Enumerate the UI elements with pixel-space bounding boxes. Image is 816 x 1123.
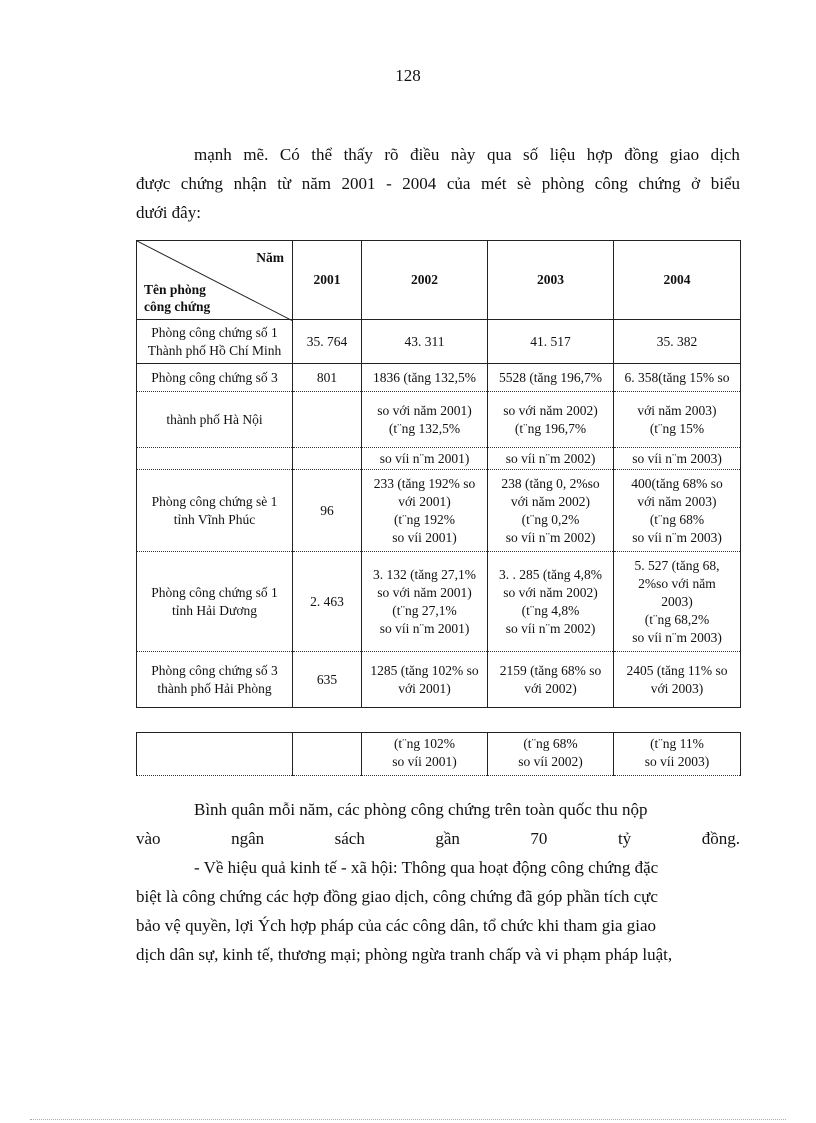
office-name-line: Phòng công chứng số 3 (151, 662, 278, 678)
intro-line-1-word: điều (410, 145, 440, 164)
intro-line-2 (136, 169, 740, 198)
value-2001-cell: 35. 764 (293, 320, 362, 364)
value-line: 5528 (tăng 196,7% (498, 369, 603, 385)
value-line: 2%so với năm (638, 575, 716, 591)
value-line: với năm 2003) (637, 402, 717, 418)
office-name-line: Phòng công chứng số 1 (151, 584, 278, 600)
intro-line-1-word: hợp (586, 145, 613, 164)
value-line: so víi 2001) (392, 529, 457, 545)
value-line: (t¨ng 27,1% (392, 602, 457, 618)
office-name-line: tỉnh Vĩnh Phúc (173, 511, 256, 527)
intro-line-1-word: thấy (343, 145, 373, 164)
office-name-line: thành phố Hà Nội (166, 411, 263, 427)
value-line: so với năm 2001) (377, 402, 472, 418)
intro-line-1-word: thể (311, 145, 333, 164)
after-line-2-word: tỷ (617, 829, 632, 848)
intro-line-1-word: liệu (549, 145, 576, 164)
value-line: 35. 382 (656, 333, 698, 349)
value-2003-cell (488, 392, 614, 448)
intro-line-1 (136, 140, 740, 169)
intro-line-2-text: được chứng nhận từ năm 2001 - 2004 của mét sè phòng công chứng ở biểu (136, 174, 740, 193)
intro-line-1-word: dịch (710, 145, 740, 164)
office-name-cell (137, 448, 293, 470)
value-2004-cell (614, 320, 741, 364)
value-2004-cell (614, 448, 741, 470)
notary-contracts-table (136, 240, 741, 708)
value-line: 400(tăng 68% so (631, 475, 723, 491)
office-name-cell (137, 552, 293, 652)
value-line: (t¨ng 132,5% (388, 420, 461, 436)
value-line: 238 (tăng 0, 2%so (501, 475, 600, 491)
value-2001-cell (293, 392, 362, 448)
intro-paragraph (136, 140, 740, 227)
value-line: (t¨ng 4,8% (521, 602, 580, 618)
after-line-6: dịch dân sự, kinh tế, thương mại; phòng ngừa tranh chấp và vi phạm pháp luật, (136, 945, 673, 964)
office-name-cell (137, 652, 293, 708)
value-2001-cell: 635 (293, 652, 362, 708)
year-header-label: Năm (256, 250, 284, 265)
value-line: 1285 (tăng 102% so (370, 662, 479, 678)
office-name-line: Thành phố Hồ Chí Minh (147, 342, 282, 358)
office-name-line: Phòng công chứng số 3 (151, 369, 278, 385)
value-line: 2405 (tăng 11% so (626, 662, 728, 678)
intro-line-3: dưới đây: (136, 203, 201, 222)
value-2004-cell (614, 364, 741, 392)
after-line-1: Bình quân mỗi năm, các phòng công chứng trên toàn quốc thu nộp (194, 800, 648, 819)
value-2002-cell (362, 448, 488, 470)
cont-2002-line-2: so víi 2001) (392, 754, 457, 769)
after-line-5: bảo vệ quyền, lợi Ých hợp pháp của các công dân, tổ chức khi tham gia giao (136, 916, 657, 935)
cont-2001-cell (293, 733, 362, 776)
value-line: so với năm 2001) (377, 584, 472, 600)
table-row (137, 364, 741, 392)
page-bottom-divider (30, 1119, 786, 1120)
table-continuation (136, 732, 741, 776)
value-line: 43. 311 (404, 333, 445, 349)
office-name-cell (137, 320, 293, 364)
table-row (137, 448, 741, 470)
value-line: so víi n¨m 2001) (379, 620, 470, 636)
office-header-label-line-2: công chứng (144, 299, 211, 314)
value-line: (t¨ng 196,7% (514, 420, 587, 436)
value-2004-cell (614, 470, 741, 552)
office-name-cell (137, 364, 293, 392)
office-name-line: thành phố Hải Phòng (157, 680, 272, 696)
office-name-cell (137, 392, 293, 448)
value-2002-cell (362, 470, 488, 552)
after-line-2-word: gần (435, 829, 460, 848)
value-2003-cell (488, 552, 614, 652)
value-2004-cell (614, 392, 741, 448)
cont-2002-cell (362, 733, 488, 776)
value-2002-cell (362, 552, 488, 652)
intro-line-1-word: mẽ. (243, 145, 269, 164)
diagonal-header-cell (137, 241, 293, 320)
value-line: với 2002) (524, 680, 577, 696)
office-header-label (144, 281, 210, 315)
cont-2004-line-2: so víi 2003) (644, 754, 710, 769)
office-name-line: tỉnh Hải Dương (172, 602, 257, 618)
value-line: 5. 527 (tăng 68, (634, 557, 720, 573)
value-2001-cell: 2. 463 (293, 552, 362, 652)
cont-2004-line-1: (t¨ng 11% (650, 736, 704, 751)
table-header-row (137, 241, 741, 320)
value-2003-cell (488, 448, 614, 470)
value-line: 3. 132 (tăng 27,1% (372, 566, 477, 582)
value-line: so víi n¨m 2003) (632, 629, 722, 645)
intro-line-1-word: giao (669, 145, 700, 164)
intro-line-1-word: đồng (624, 145, 659, 164)
value-line: so víi n¨m 2003) (632, 450, 722, 466)
year-2004-header: 2004 (614, 241, 741, 320)
office-name-line: Phòng công chứng số 1 (151, 324, 278, 340)
intro-line-1-word: này (450, 145, 476, 164)
after-line-3: - Về hiệu quả kinh tế - xã hội: Thông qua hoạt động công chứng đặc (194, 858, 659, 877)
value-line: (t¨ng 68% (649, 511, 705, 527)
table-row (137, 470, 741, 552)
intro-line-1-word: qua (486, 145, 512, 164)
cont-2003-cell (488, 733, 614, 776)
page-number: 128 (395, 66, 421, 85)
value-2004-cell (614, 652, 741, 708)
value-2001-cell: 801 (293, 364, 362, 392)
value-line: 6. 358(tăng 15% so (624, 369, 730, 385)
value-line: (t¨ng 0,2% (521, 511, 580, 527)
value-line: so với năm 2002) (503, 402, 598, 418)
cont-2003-line-2: so víi 2002) (518, 754, 583, 769)
value-line: với 2003) (650, 680, 704, 696)
value-line: so víi n¨m 2002) (505, 529, 596, 545)
intro-line-1-word: Có (279, 145, 300, 164)
table-row (137, 652, 741, 708)
office-name-line: Phòng công chứng sè 1 (151, 493, 278, 509)
year-2003-header: 2003 (488, 241, 614, 320)
after-line-2-word: đồng. (701, 829, 740, 848)
value-line: so víi n¨m 2003) (632, 529, 722, 545)
value-2004-cell (614, 552, 741, 652)
value-2001-cell: 96 (293, 470, 362, 552)
after-line-2-word: sách (334, 829, 365, 848)
value-2002-cell (362, 652, 488, 708)
after-line-2-word: vào (136, 829, 161, 848)
office-name-cell (137, 470, 293, 552)
value-line: so víi n¨m 2001) (379, 450, 470, 466)
intro-line-1-word: mạnh (194, 145, 232, 164)
cont-2002-line-1: (t¨ng 102% (393, 736, 456, 751)
cont-2003-line-1: (t¨ng 68% (523, 736, 578, 751)
table-row (137, 733, 741, 776)
after-paragraph (136, 795, 740, 969)
office-header-label-line-1: Tên phòng (144, 282, 206, 297)
value-2002-cell (362, 320, 488, 364)
value-2003-cell (488, 364, 614, 392)
value-line: so với năm 2002) (503, 584, 598, 600)
after-line-2-word: ngân (231, 829, 265, 848)
value-line: với năm 2003) (637, 493, 717, 509)
table-row (137, 552, 741, 652)
table-body (137, 320, 741, 708)
year-2002-header: 2002 (362, 241, 488, 320)
cont-name-cell (137, 733, 293, 776)
after-line-2 (136, 824, 740, 853)
value-line: với 2001) (398, 680, 451, 696)
value-2003-cell (488, 470, 614, 552)
after-line-2-word: 70 (530, 829, 548, 848)
value-line: so víi n¨m 2002) (505, 620, 596, 636)
intro-line-1-word: số (523, 145, 539, 164)
cont-2004-cell (614, 733, 741, 776)
value-line: (t¨ng 15% (649, 420, 705, 436)
value-line: 3. . 285 (tăng 4,8% (498, 566, 603, 582)
value-2003-cell (488, 652, 614, 708)
value-line: với năm 2002) (510, 493, 591, 509)
value-line: (t¨ng 68,2% (644, 611, 710, 627)
value-line: 233 (tăng 192% so (373, 475, 476, 491)
value-line: (t¨ng 192% (393, 511, 456, 527)
table-row (137, 320, 741, 364)
table-row (137, 392, 741, 448)
value-2002-cell (362, 392, 488, 448)
value-line: so víi n¨m 2002) (505, 450, 596, 466)
value-2003-cell (488, 320, 614, 364)
intro-line-1-word: rõ (384, 145, 399, 164)
value-line: 2159 (tăng 68% so (499, 662, 602, 678)
after-line-4: biệt là công chứng các hợp đồng giao dịch, công chứng đã góp phần tích cực (136, 887, 658, 906)
value-2002-cell (362, 364, 488, 392)
value-2001-cell (293, 448, 362, 470)
value-line: với 2001) (398, 493, 451, 509)
year-2001-header: 2001 (293, 241, 362, 320)
value-line: 2003) (661, 593, 693, 609)
value-line: 41. 517 (530, 333, 571, 349)
value-line: 1836 (tăng 132,5% (372, 369, 477, 385)
